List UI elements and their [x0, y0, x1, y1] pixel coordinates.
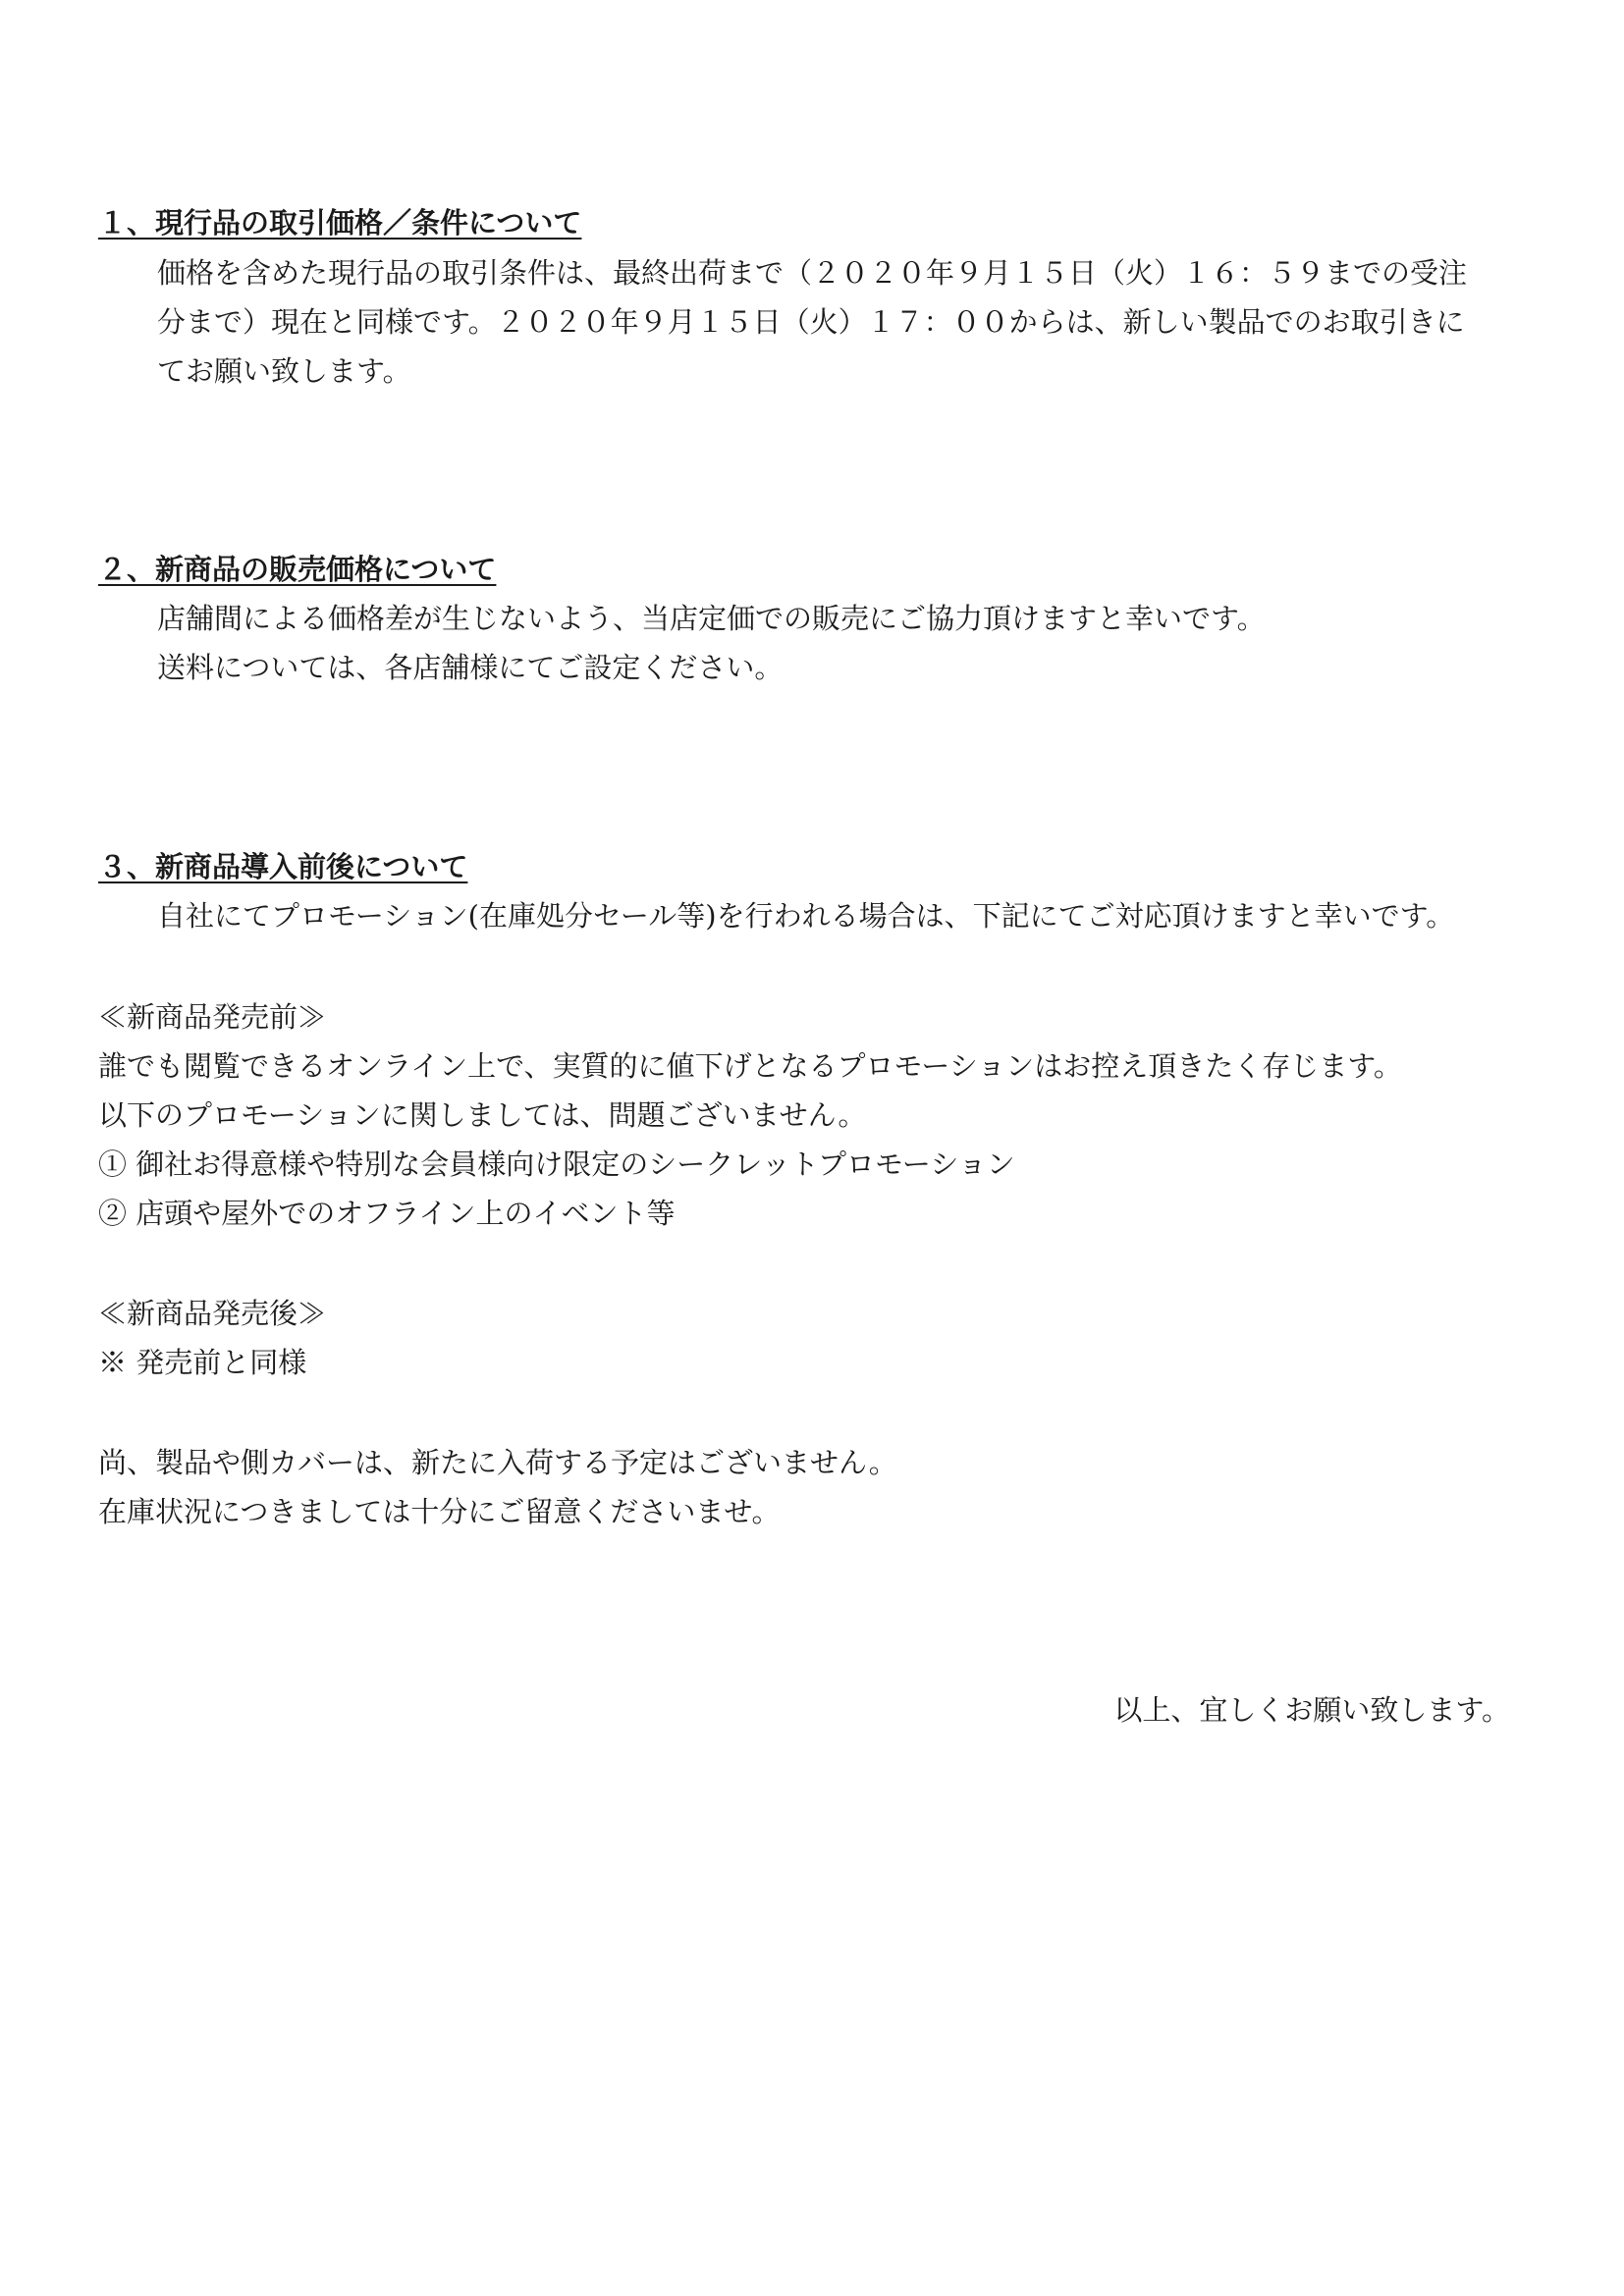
section2-heading: ２、新商品の販売価格について — [98, 553, 497, 586]
before-release-title: ≪新商品発売前≫ — [98, 1000, 327, 1034]
section2-line-2: 送料については、各店舗様にてご設定ください。 — [157, 651, 784, 684]
before-release-item-1: ① 御社お得意様や特別な会員様向け限定のシークレットプロモーション — [98, 1148, 1015, 1181]
before-release-line-2: 以下のプロモーションに関しましては、問題ございません。 — [98, 1098, 867, 1132]
section1-line-2: 分まで）現在と同様です。２０２０年９月１５日（火）１７：００からは、新しい製品でのお取引きに — [157, 305, 1465, 339]
section3-line-1: 自社にてプロモーション(在庫処分セール等)を行われる場合は、下記にてご対応頂けますと幸いです。 — [157, 899, 1455, 933]
notice-line-2: 在庫状況につきましては十分にご留意くださいませ。 — [98, 1495, 781, 1528]
after-release-title: ≪新商品発売後≫ — [98, 1297, 327, 1330]
section2-line-1: 店舗間による価格差が生じないよう、当店定価での販売にご協力頂けますと幸いです。 — [157, 602, 1266, 635]
before-release-line-1: 誰でも閲覧できるオンライン上で、実質的に値下げとなるプロモーションはお控え頂きたく存じます。 — [98, 1049, 1402, 1083]
section3-heading: ３、新商品導入前後について — [98, 850, 468, 883]
notice-line-1: 尚、製品や側カバーは、新たに入荷する予定はございません。 — [98, 1446, 897, 1479]
section1-heading: １、現行品の取引価格／条件について — [98, 206, 582, 240]
section1-line-3: てお願い致します。 — [157, 354, 411, 388]
section1-line-1: 価格を含めた現行品の取引条件は、最終出荷まで（２０２０年９月１５日（火）１６：５９までの受注 — [157, 256, 1468, 290]
before-release-item-2: ② 店頭や屋外でのオフライン上のイベント等 — [98, 1197, 676, 1230]
after-release-note: ※ 発売前と同様 — [98, 1346, 307, 1379]
closing-text: 以上、宜しくお願い致します。 — [1113, 1693, 1510, 1727]
